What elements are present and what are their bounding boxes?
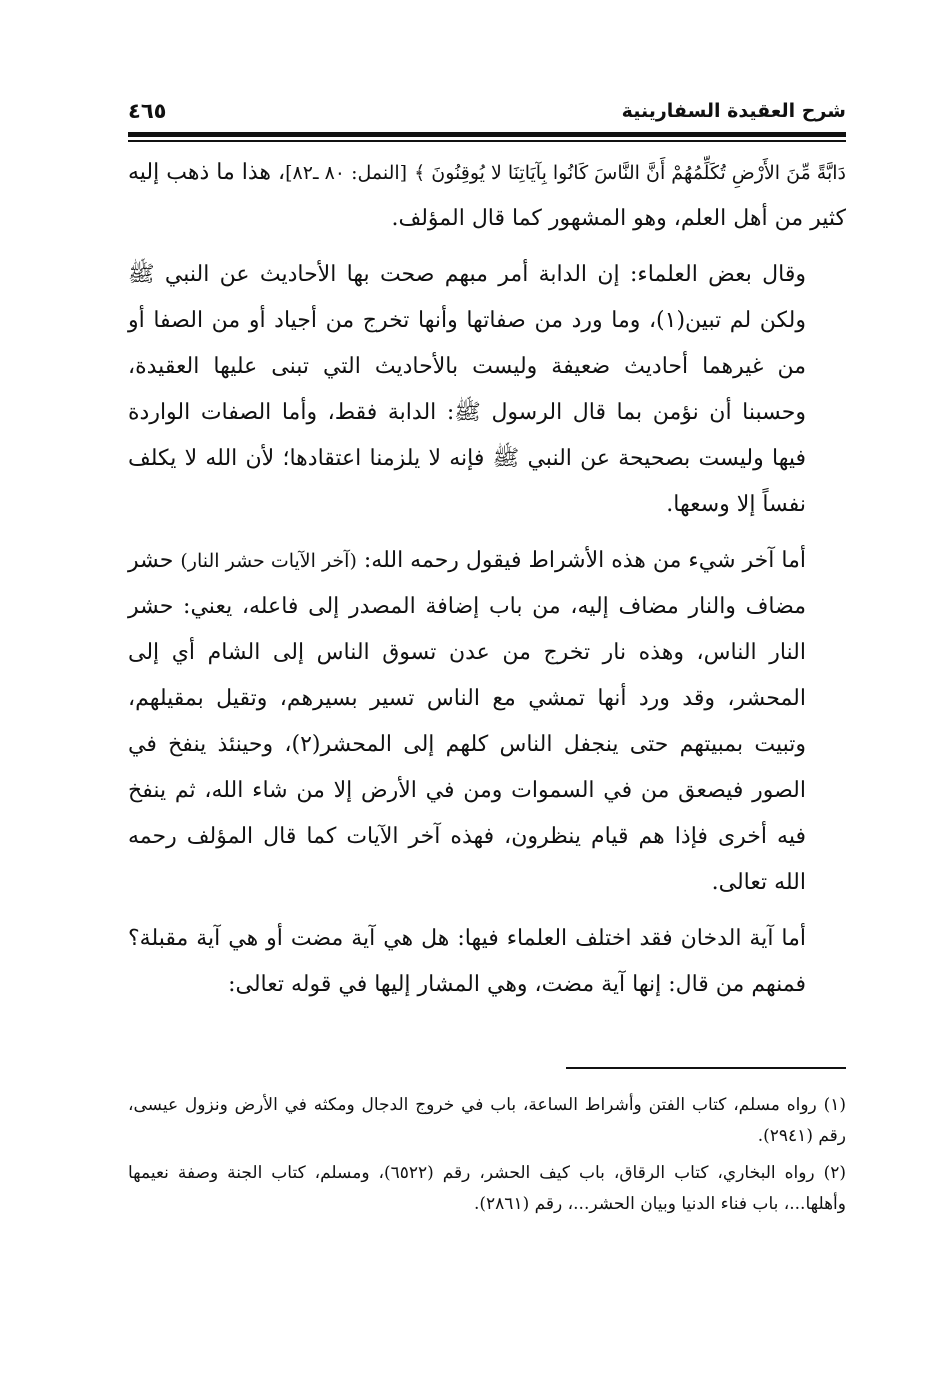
header-rule-thin	[128, 140, 846, 142]
footnote-separator	[566, 1067, 846, 1069]
book-title: شرح العقيدة السفارينية	[621, 100, 846, 122]
main-text	[128, 150, 846, 1008]
running-header	[128, 98, 846, 124]
quran-verse: دَابَّةً مِّنَ الأَرْضِ تُكَلِّمُهُمْ أَنَّ النَّاسَ كَانُوا بِآيَاتِنَا لا يُوقِنُونَ ﴾	[414, 162, 847, 184]
header-rule-thick	[128, 132, 846, 137]
footnotes	[128, 1090, 846, 1226]
paragraph-3-lead: أما آخر شيء من هذه الأشراط فيقول رحمه الله:	[363, 548, 806, 573]
verse-reference: [النمل: ٨٠ ـ٨٢]	[285, 162, 408, 184]
paragraph-1-rest: ، هذا ما ذهب إليه كثير من أهل العلم، وهو المشهور كما قال المؤلف.	[128, 160, 846, 231]
footnote-1: (١) رواه مسلم، كتاب الفتن وأشراط الساعة، باب في خروج الدجال ومكثه في الأرض ونزول عيسى، رقم (٢٩٤١).	[128, 1095, 846, 1146]
author-quote: (آخر الآيات حشر النار)	[180, 550, 357, 572]
paragraph-1	[128, 150, 846, 242]
paragraph-3-rest: حشر مضاف والنار مضاف إليه، من باب إضافة المصدر إلى فاعله، يعني: حشر النار الناس، وهذه نار تخرج من عدن تسوق الناس إلى الشام أي إلى المحشر، وقد ورد أنها تمشي مع الناس تسير بسيرهم، وتقيل بمقيلهم، وتبيت بمبيتهم حتى ينجفل الناس كلهم إلى المحشر(٢)، وحينئذ ينفخ في الصور فيصعق من في السموات ومن في الأرض إلا من شاء الله، ثم ينفخ فيه أخرى فإذا هم قيام ينظرون، فهذه آخر الآيات كما قال المؤلف رحمه الله تعالى.	[128, 548, 807, 895]
paragraph-2: وقال بعض العلماء: إن الدابة أمر مبهم صحت بها الأحاديث عن النبي ﷺ ولكن لم تبين(١)، وما ورد من صفاتها وأنها تخرج من أجياد أو من الصفا أو من غيرهما أحاديث ضعيفة وليست بالأحاديث التي تبنى عليها العقيدة، وحسبنا أن نؤمن بما قال الرسول ﷺ: الدابة فقط، وأما الصفات الواردة فيها وليست بصحيحة عن النبي ﷺ فإنه لا يلزمنا اعتقادها؛ لأن الله لا يكلف نفساً إلا وسعها.	[128, 262, 806, 517]
footnote-2: (٢) رواه البخاري، كتاب الرقاق، باب كيف الحشر، رقم (٦٥٢٢)، ومسلم، كتاب الجنة وصفة نعيمها وأهلها...، باب فناء الدنيا وبيان الحشر...، رقم (٢٨٦١).	[128, 1163, 846, 1214]
page-number: ٤٦٥	[128, 99, 167, 123]
paragraph-3	[128, 538, 846, 906]
paragraph-4: أما آية الدخان فقد اختلف العلماء فيها: هل هي آية مضت أو هي آية مقبلة؟ فمنهم من قال: إنها آية مضت، وهي المشار إليها في قوله تعالى:	[128, 926, 806, 997]
